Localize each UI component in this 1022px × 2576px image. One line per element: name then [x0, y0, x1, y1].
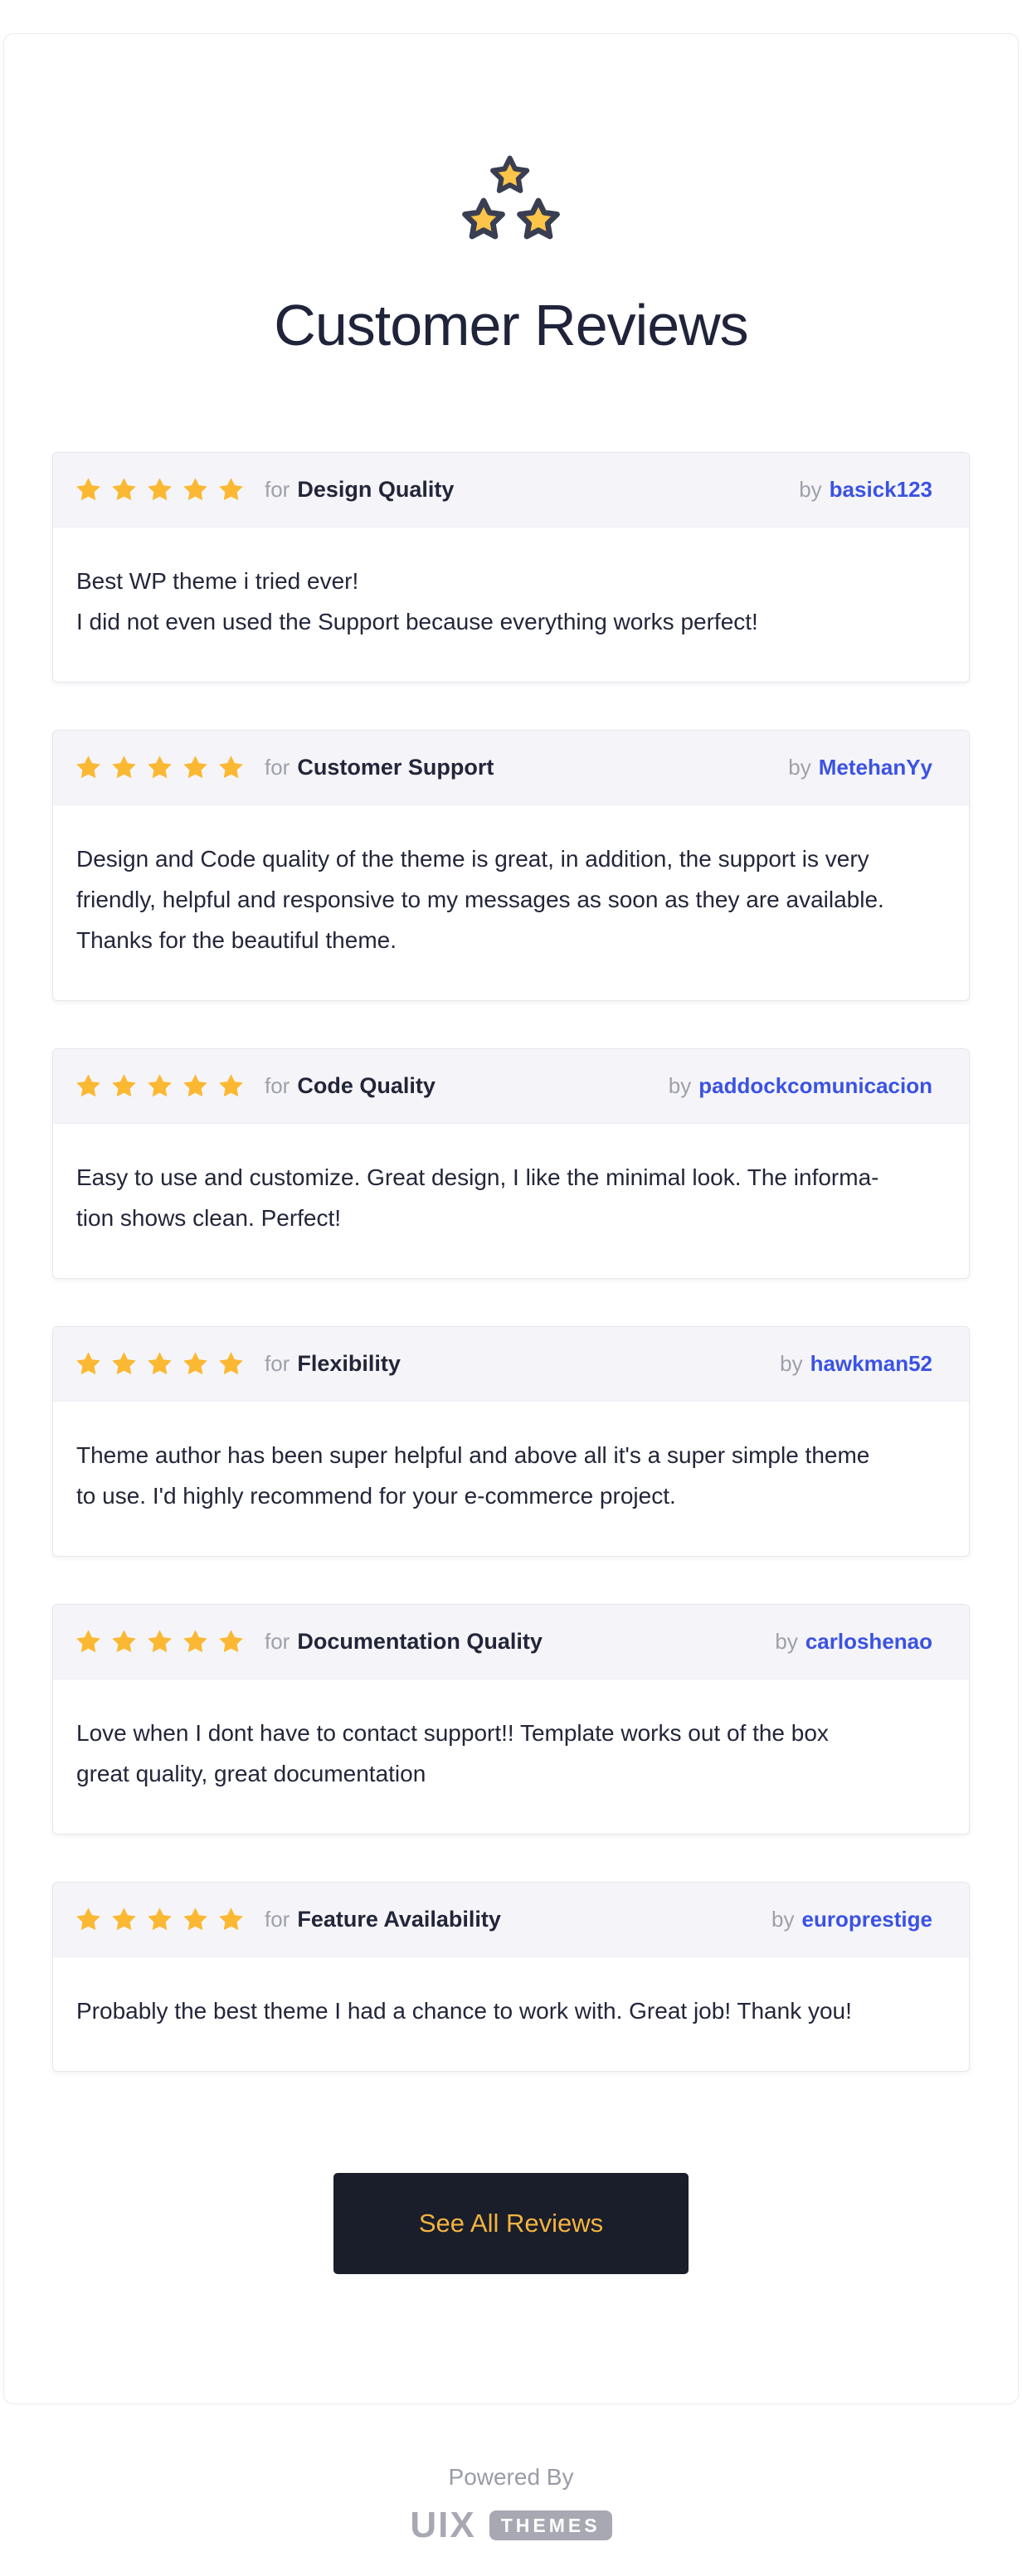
- star-rating: [75, 1628, 245, 1655]
- star-icon: [182, 1628, 209, 1655]
- review-card: [52, 1604, 970, 1835]
- star-icon: [217, 476, 245, 503]
- review-username[interactable]: carloshenao: [805, 1629, 932, 1654]
- star-icon: [146, 1628, 173, 1655]
- star-icon: [110, 754, 138, 781]
- review-card-body: [53, 1679, 969, 1834]
- review-card-header: [53, 1605, 969, 1679]
- star-icon: [75, 1628, 102, 1655]
- for-label: for: [265, 755, 290, 780]
- review-card-body: [53, 1957, 969, 2071]
- review-card-header: [53, 1327, 969, 1402]
- star-rating: [75, 1906, 245, 1933]
- review-text: Love when I dont have to contact support!! Template works out of the box great quality, great documentation: [76, 1720, 829, 1786]
- review-category: Feature Availability: [297, 1907, 501, 1932]
- star-icon: [182, 476, 209, 503]
- star-icon: [217, 1628, 245, 1655]
- review-card: [52, 1326, 970, 1557]
- review-card-header: [53, 453, 969, 527]
- star-rating: [75, 754, 245, 781]
- star-icon: [217, 1906, 245, 1933]
- star-icon: [217, 1350, 245, 1378]
- review-text: Easy to use and customize. Great design, I like the minimal look. The informa- tion shows clean. Perfect!: [76, 1164, 879, 1231]
- star-rating: [75, 1072, 245, 1100]
- star-icon: [110, 1072, 138, 1100]
- see-all-reviews-button[interactable]: See All Reviews: [333, 2173, 689, 2274]
- by-label: by: [788, 755, 811, 780]
- for-label: for: [265, 1907, 290, 1932]
- review-card-header: [53, 1049, 969, 1124]
- by-label: by: [771, 1907, 795, 1932]
- review-username[interactable]: basick123: [829, 477, 932, 502]
- star-icon: [146, 476, 173, 503]
- uix-logo-text: UIX: [410, 2505, 476, 2545]
- star-icon: [75, 476, 102, 503]
- star-icon: [146, 754, 173, 781]
- star-icon: [146, 1072, 173, 1100]
- star-icon: [110, 476, 138, 503]
- reviews-panel: [3, 33, 1019, 2404]
- review-card: [52, 452, 970, 683]
- star-icon: [110, 1350, 138, 1378]
- star-icon: [75, 1906, 102, 1933]
- for-label: for: [265, 477, 290, 502]
- star-icon: [182, 1072, 209, 1100]
- page-title: Customer Reviews: [274, 293, 748, 357]
- for-label: for: [265, 1629, 290, 1654]
- star-icon: [217, 1072, 245, 1100]
- review-username[interactable]: paddockcomunicacion: [698, 1073, 932, 1098]
- review-category: Design Quality: [297, 477, 455, 502]
- review-text: Best WP theme i tried ever! I did not even used the Support because everything works perfect!: [76, 568, 758, 634]
- review-card-body: [53, 527, 969, 682]
- review-category: Flexibility: [297, 1351, 401, 1376]
- review-username[interactable]: MetehanYy: [818, 755, 932, 780]
- review-card-body: [53, 1124, 969, 1278]
- star-icon: [182, 1906, 209, 1933]
- review-card-header: [53, 731, 969, 805]
- review-text: Design and Code quality of the theme is great, in addition, the support is very friendly, helpful and responsive to my messages as soon as they are available. Thanks for the beautiful theme.: [76, 846, 884, 953]
- themes-badge: THEMES: [489, 2510, 612, 2540]
- review-card-body: [53, 1402, 969, 1556]
- star-icon: [75, 1072, 102, 1100]
- for-label: for: [265, 1073, 290, 1098]
- review-category: Code Quality: [297, 1073, 436, 1098]
- button-row: [52, 2173, 970, 2274]
- review-text: Probably the best theme I had a chance to work with. Great job! Thank you!: [76, 1998, 852, 2024]
- star-icon: [75, 1350, 102, 1378]
- reviews-list: [52, 452, 970, 2072]
- review-category: Customer Support: [297, 755, 494, 780]
- review-text: Theme author has been super helpful and above all it's a super simple theme to use. I'd highly recommend for your e-commerce project.: [76, 1442, 870, 1509]
- review-card: [52, 1882, 970, 2072]
- star-rating: [75, 476, 245, 503]
- footer: [0, 2464, 1022, 2544]
- for-label: for: [265, 1351, 290, 1376]
- star-icon: [146, 1350, 173, 1378]
- by-label: by: [780, 1351, 803, 1376]
- review-card: [52, 1048, 970, 1279]
- review-username[interactable]: europrestige: [801, 1907, 932, 1932]
- three-stars-icon: [52, 154, 970, 250]
- star-rating: [75, 1350, 245, 1378]
- review-card: [52, 730, 970, 1001]
- by-label: by: [775, 1629, 798, 1654]
- powered-by-label: Powered By: [448, 2464, 574, 2490]
- star-icon: [182, 1350, 209, 1378]
- review-card-header: [53, 1883, 969, 1957]
- star-icon: [75, 754, 102, 781]
- by-label: by: [668, 1073, 692, 1098]
- star-icon: [182, 754, 209, 781]
- star-icon: [217, 754, 245, 781]
- star-icon: [110, 1628, 138, 1655]
- review-card-body: [53, 805, 969, 1000]
- star-icon: [146, 1906, 173, 1933]
- review-category: Documentation Quality: [297, 1629, 543, 1654]
- uix-themes-logo[interactable]: [0, 2507, 1022, 2544]
- review-username[interactable]: hawkman52: [810, 1351, 932, 1376]
- by-label: by: [799, 477, 822, 502]
- star-icon: [110, 1906, 138, 1933]
